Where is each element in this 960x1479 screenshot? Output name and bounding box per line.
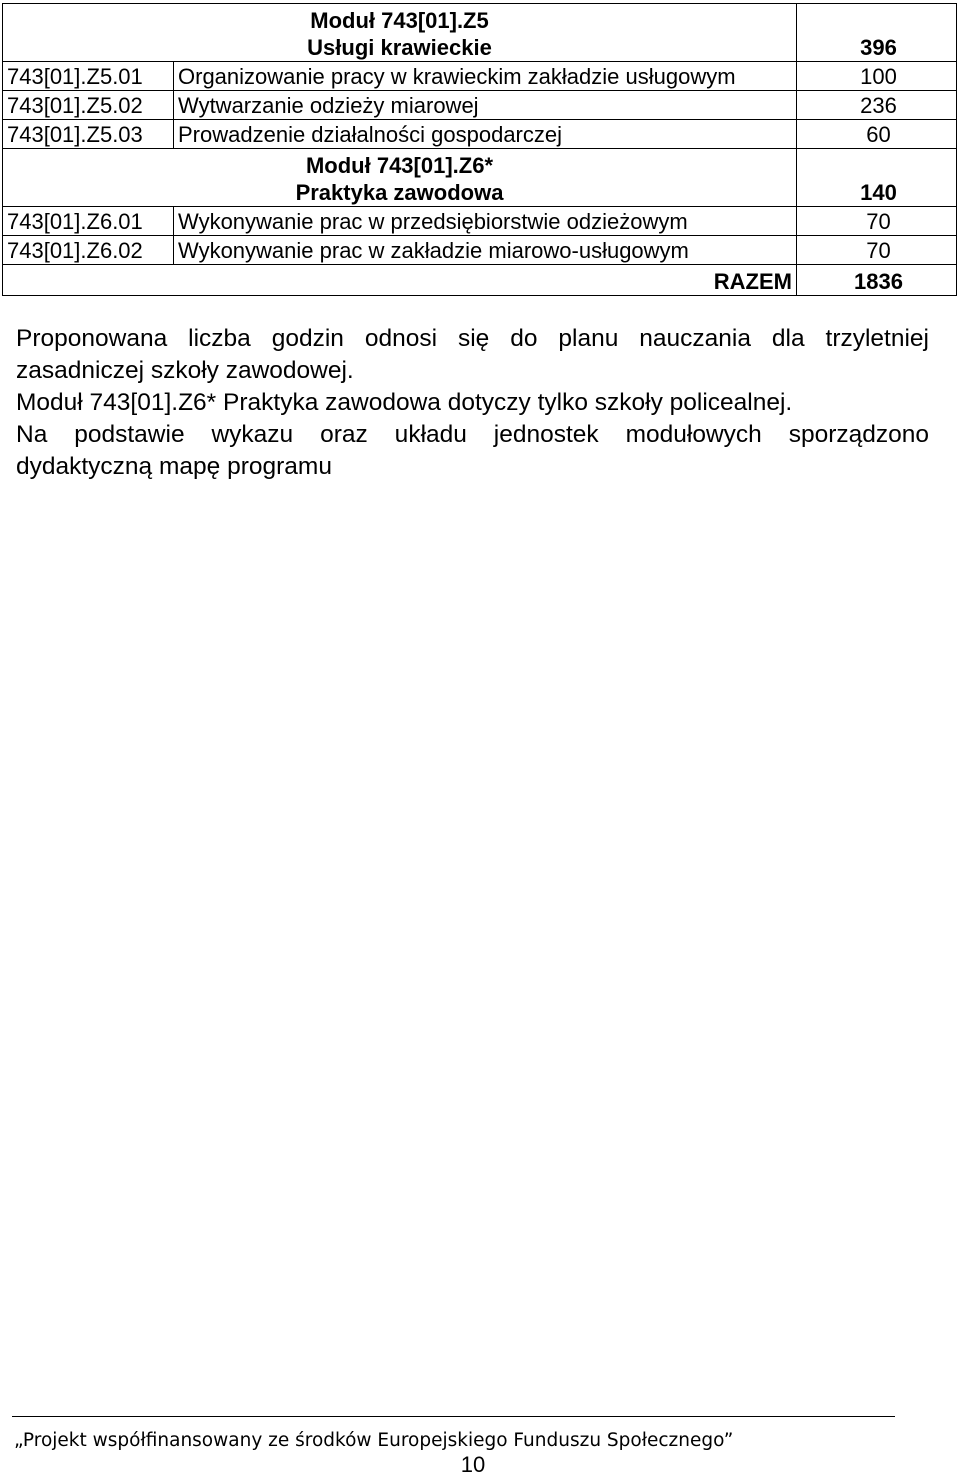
unit-hours: 70 bbox=[797, 207, 957, 236]
unit-code: 743[01].Z6.02 bbox=[3, 236, 174, 265]
note-paragraph: Na podstawie wykazu oraz układu jednostek modułowych sporządzono dydaktyczną mapę programu bbox=[16, 421, 929, 480]
notes-section bbox=[16, 323, 929, 483]
unit-code: 743[01].Z6.01 bbox=[3, 207, 174, 236]
module-header bbox=[3, 4, 797, 62]
note-paragraph: Moduł 743[01].Z6* Praktyka zawodowa dotyczy tylko szkoły policealnej. bbox=[16, 389, 793, 416]
table-row bbox=[3, 120, 957, 149]
module-hours: 396 bbox=[797, 4, 957, 62]
unit-hours: 70 bbox=[797, 236, 957, 265]
unit-name: Organizowanie pracy w krawieckim zakładzie usługowym bbox=[174, 62, 797, 91]
footer-note: „Projekt współfinansowany ze środków Europejskiego Funduszu Społecznego” bbox=[14, 1430, 734, 1451]
total-row bbox=[3, 265, 957, 296]
module-header bbox=[3, 149, 797, 207]
note-paragraph: Proponowana liczba godzin odnosi się do planu nauczania dla trzyletniej zasadniczej szkoły zawodowej. bbox=[16, 325, 929, 384]
table-row bbox=[3, 207, 957, 236]
total-hours: 1836 bbox=[797, 265, 957, 296]
module-code: Moduł 743[01].Z5 bbox=[310, 8, 489, 33]
unit-code: 743[01].Z5.02 bbox=[3, 91, 174, 120]
unit-hours: 60 bbox=[797, 120, 957, 149]
unit-hours: 100 bbox=[797, 62, 957, 91]
unit-name: Wytwarzanie odzieży miarowej bbox=[174, 91, 797, 120]
module-hours-table bbox=[2, 3, 957, 296]
module-hours: 140 bbox=[797, 149, 957, 207]
unit-hours: 236 bbox=[797, 91, 957, 120]
module-header-row bbox=[3, 149, 957, 207]
table-row bbox=[3, 91, 957, 120]
unit-name: Wykonywanie prac w przedsiębiorstwie odzieżowym bbox=[174, 207, 797, 236]
footer-divider bbox=[12, 1416, 895, 1417]
table-row bbox=[3, 62, 957, 91]
module-header-row bbox=[3, 4, 957, 62]
module-title: Praktyka zawodowa bbox=[295, 180, 504, 205]
table-row bbox=[3, 236, 957, 265]
unit-name: Prowadzenie działalności gospodarczej bbox=[174, 120, 797, 149]
unit-code: 743[01].Z5.03 bbox=[3, 120, 174, 149]
unit-name: Wykonywanie prac w zakładzie miarowo-usługowym bbox=[174, 236, 797, 265]
unit-code: 743[01].Z5.01 bbox=[3, 62, 174, 91]
module-title: Usługi krawieckie bbox=[307, 35, 492, 60]
page-number: 10 bbox=[460, 1452, 486, 1477]
total-label: RAZEM bbox=[3, 265, 797, 296]
module-code: Moduł 743[01].Z6* bbox=[305, 153, 494, 178]
